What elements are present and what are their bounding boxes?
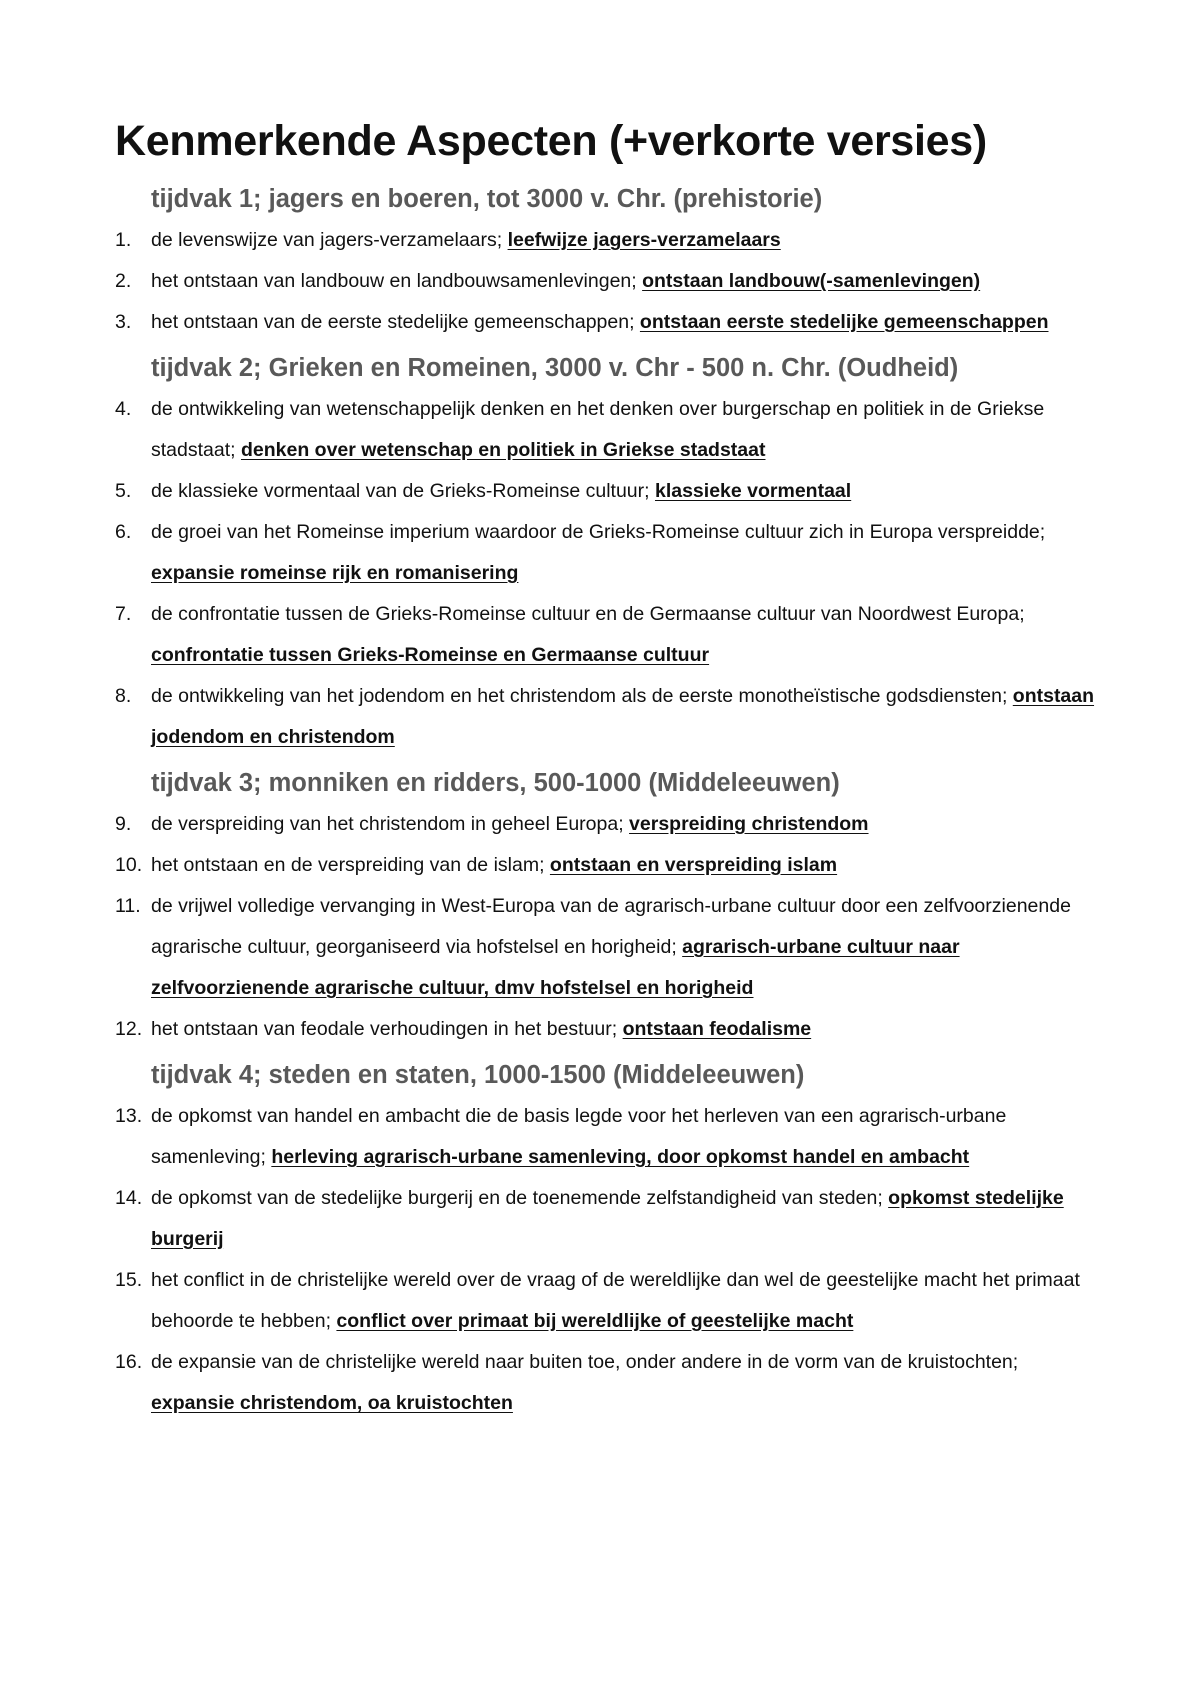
aspect-short-version: herleving agrarisch-urbane samenleving, door opkomst handel en ambacht: [271, 1146, 970, 1168]
aspect-list: [115, 220, 1100, 343]
aspect-text: de ontwikkeling van wetenschappelijk denken en het denken over burgerschap en politiek in de Griekse stadstaat;: [151, 398, 1045, 461]
aspect-number: 16.: [115, 1351, 143, 1373]
aspect-number: 2.: [115, 270, 132, 292]
aspect-item: [115, 220, 1100, 261]
aspect-number: 11.: [115, 895, 141, 917]
document-title: Kenmerkende Aspecten (+verkorte versies): [115, 117, 987, 165]
aspect-text: het ontstaan van feodale verhoudingen in het bestuur;: [151, 1018, 623, 1040]
aspect-short-version: ontstaan landbouw(-samenlevingen): [642, 270, 981, 292]
aspect-text: de klassieke vormentaal van de Grieks-Romeinse cultuur;: [151, 480, 655, 502]
aspect-text: het ontstaan en de verspreiding van de islam;: [151, 854, 550, 876]
aspect-short-version: expansie christendom, oa kruistochten: [151, 1392, 513, 1414]
aspect-short-version: expansie romeinse rijk en romanisering: [151, 562, 519, 584]
aspect-item: [115, 1260, 1100, 1342]
aspect-number: 8.: [115, 685, 132, 707]
aspect-short-version: klassieke vormentaal: [654, 480, 852, 502]
aspect-number: 15.: [115, 1269, 143, 1291]
aspect-text: de levenswijze van jagers-verzamelaars;: [151, 229, 508, 251]
aspect-short-version: ontstaan eerste stedelijke gemeenschappen: [639, 311, 1049, 333]
aspect-text: het conflict in de christelijke wereld over de vraag of de wereldlijke dan wel de geestelijke macht het primaat behoorde te hebben;: [151, 1269, 1080, 1332]
aspect-text: de opkomst van handel en ambacht die de basis legde voor het herleven van een agrarisch-urbane samenleving;: [151, 1105, 1007, 1168]
aspect-item: [115, 1342, 1100, 1424]
aspect-short-version: agrarisch-urbane cultuur naar zelfvoorzienende agrarische cultuur, dmv hofstelsel en horigheid: [151, 936, 960, 999]
aspect-item: [115, 1009, 1100, 1050]
aspect-text: de ontwikkeling van het jodendom en het christendom als de eerste monotheïstische godsdiensten;: [151, 685, 1013, 707]
period-1: [115, 178, 1100, 343]
period-3: [115, 762, 1100, 1050]
aspect-short-version: opkomst stedelijke burgerij: [151, 1187, 1064, 1250]
aspect-item: [115, 804, 1100, 845]
aspect-short-version: conflict over primaat bij wereldlijke of geestelijke macht: [336, 1310, 854, 1332]
aspect-text: de expansie van de christelijke wereld naar buiten toe, onder andere in de vorm van de kruistochten;: [151, 1351, 1019, 1373]
aspect-text: de verspreiding van het christendom in geheel Europa;: [151, 813, 630, 835]
aspect-number: 14.: [115, 1187, 143, 1209]
aspect-number: 9.: [115, 813, 132, 835]
aspect-short-version: denken over wetenschap en politiek in Griekse stadstaat: [240, 439, 766, 461]
period-4: [115, 1054, 1100, 1424]
aspect-list: [115, 1096, 1100, 1424]
aspect-text: de groei van het Romeinse imperium waardoor de Grieks-Romeinse cultuur zich in Europa verspreidde;: [151, 521, 1046, 543]
aspect-item: [115, 676, 1100, 758]
aspect-short-version: ontstaan en verspreiding islam: [549, 854, 838, 876]
aspect-item: [115, 1096, 1100, 1178]
aspect-text: de confrontatie tussen de Grieks-Romeinse cultuur en de Germaanse cultuur van Noordwest Europa;: [151, 603, 1025, 625]
aspect-item: [115, 512, 1100, 594]
aspect-text: het ontstaan van landbouw en landbouwsamenlevingen;: [151, 270, 643, 292]
period-heading: tijdvak 2; Grieken en Romeinen, 3000 v. Chr - 500 n. Chr. (Oudheid): [151, 354, 959, 382]
period-heading: tijdvak 1; jagers en boeren, tot 3000 v. Chr. (prehistorie): [151, 185, 823, 213]
aspect-text: het ontstaan van de eerste stedelijke gemeenschappen;: [151, 311, 640, 333]
aspect-text: de opkomst van de stedelijke burgerij en de toenemende zelfstandigheid van steden;: [151, 1187, 889, 1209]
period-2: [115, 347, 1100, 758]
aspect-list: [115, 804, 1100, 1050]
aspect-item: [115, 1178, 1100, 1260]
aspect-number: 6.: [115, 521, 132, 543]
aspect-short-version: leefwijze jagers-verzamelaars: [507, 229, 781, 251]
aspect-item: [115, 886, 1100, 1009]
period-heading: tijdvak 3; monniken en ridders, 500-1000 (Middeleeuwen): [151, 769, 840, 797]
aspect-item: [115, 261, 1100, 302]
aspect-item: [115, 594, 1100, 676]
aspect-item: [115, 471, 1100, 512]
aspect-list: [115, 389, 1100, 758]
aspect-number: 10.: [115, 854, 143, 876]
aspect-number: 5.: [115, 480, 132, 502]
aspect-short-version: confrontatie tussen Grieks-Romeinse en Germaanse cultuur: [151, 644, 710, 666]
aspect-number: 3.: [115, 311, 132, 333]
aspect-short-version: ontstaan feodalisme: [622, 1018, 812, 1040]
aspect-short-version: ontstaan jodendom en christendom: [151, 685, 1095, 748]
aspect-number: 12.: [115, 1018, 143, 1040]
aspect-number: 13.: [115, 1105, 143, 1127]
aspect-number: 4.: [115, 398, 132, 420]
period-heading: tijdvak 4; steden en staten, 1000-1500 (Middeleeuwen): [151, 1061, 805, 1089]
aspect-number: 7.: [115, 603, 132, 625]
aspect-text: de vrijwel volledige vervanging in West-Europa van de agrarisch-urbane cultuur door een zelfvoorzienende agrarische cultuur, georganiseerd via hofstelsel en horigheid;: [151, 895, 1071, 958]
aspect-item: [115, 845, 1100, 886]
aspect-number: 1.: [115, 229, 132, 251]
aspect-item: [115, 302, 1100, 343]
aspect-short-version: verspreiding christendom: [629, 813, 869, 835]
aspect-item: [115, 389, 1100, 471]
